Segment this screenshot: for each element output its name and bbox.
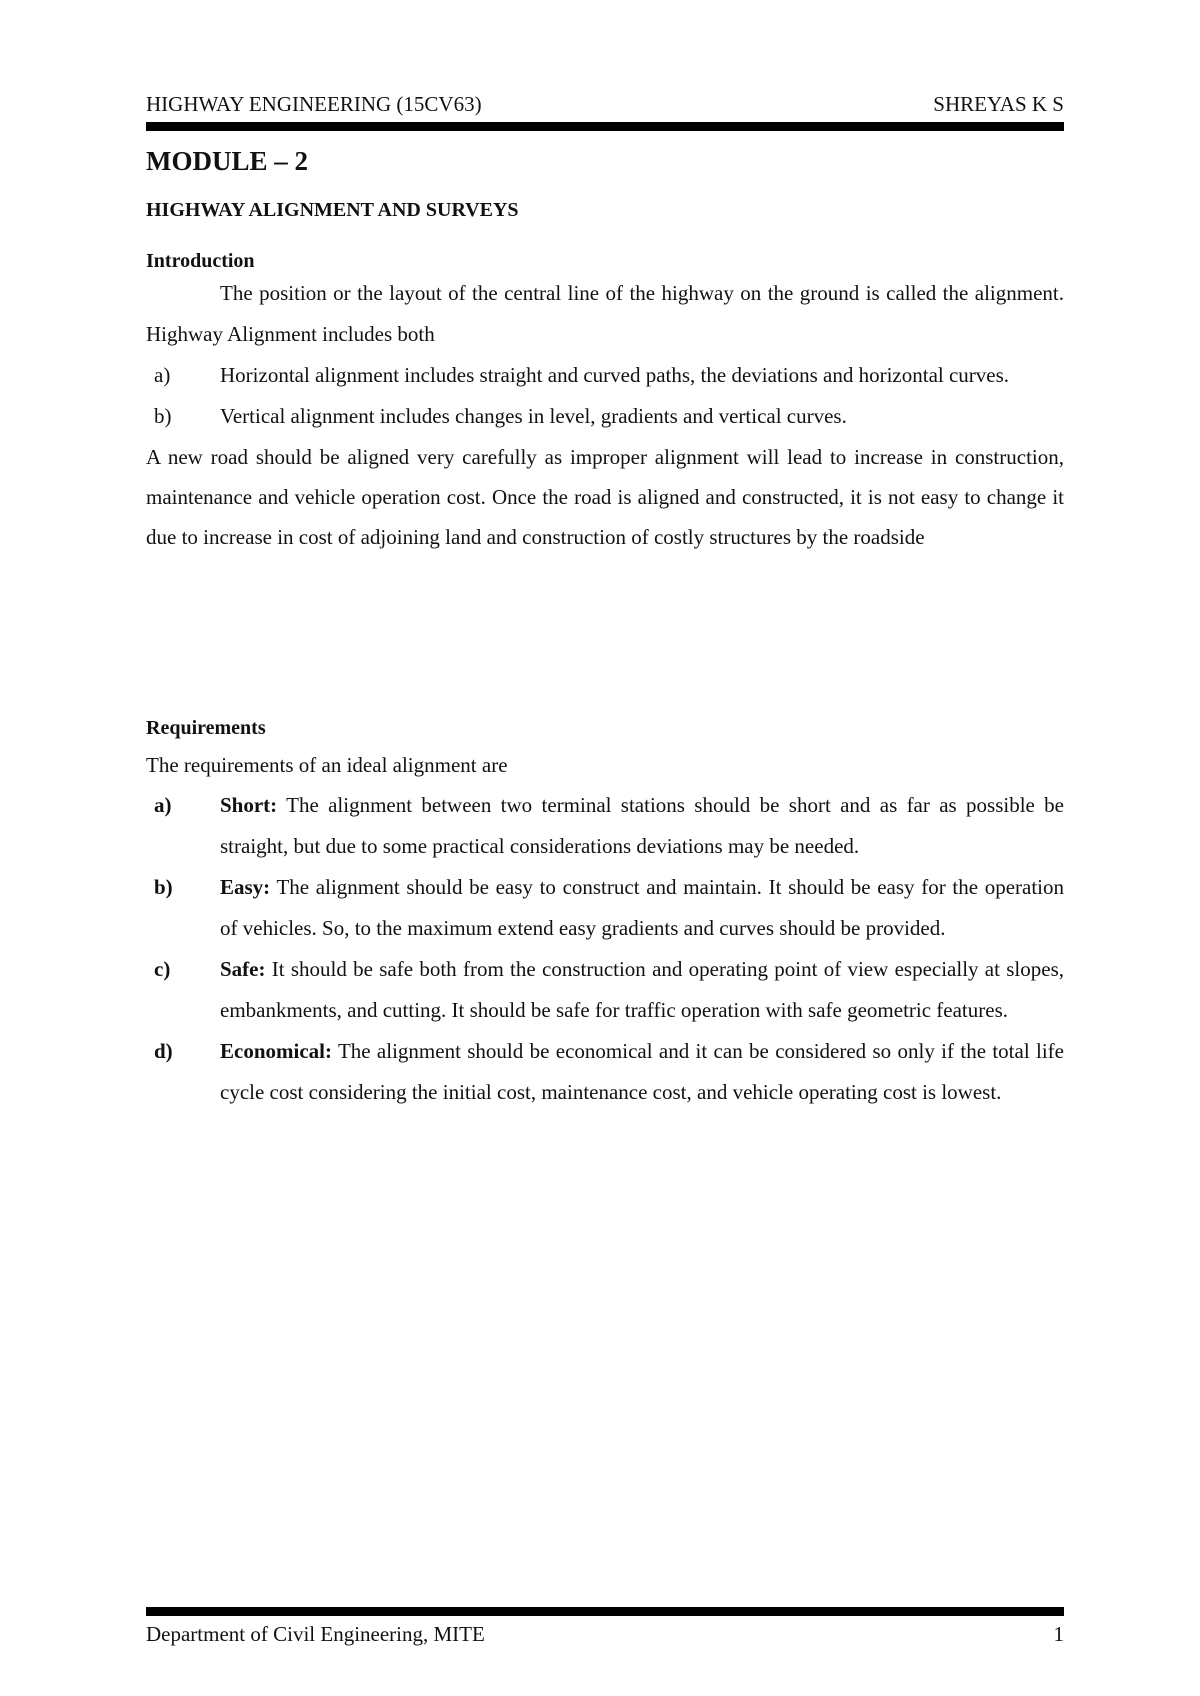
requirement-term: Short: [220, 793, 278, 817]
page-footer [146, 1622, 1064, 1647]
requirement-item-easy [146, 867, 1064, 949]
page-header [146, 92, 1064, 117]
list-item-text: Vertical alignment includes changes in level, gradients and vertical curves. [220, 404, 847, 428]
page-number: 1 [1053, 1622, 1064, 1646]
requirement-text-wrapper [220, 867, 1064, 949]
footer-department: Department of Civil Engineering, MITE [146, 1622, 485, 1646]
requirement-description: The alignment should be easy to construct and maintain. It should be easy for the operation of vehicles. So, to the maximum extend easy gradients and curves should be provided. [220, 875, 1064, 940]
list-marker: a) [154, 793, 172, 817]
requirements-heading: Requirements [146, 717, 266, 739]
requirement-item-short [146, 785, 1064, 867]
footer-rule [146, 1607, 1064, 1616]
header-rule [146, 122, 1064, 131]
list-item-text: Horizontal alignment includes straight and curved paths, the deviations and horizontal curves. [220, 363, 1010, 387]
list-marker: c) [154, 957, 171, 981]
introduction-paragraph: The position or the layout of the central line of the highway on the ground is called the alignment. Highway Alignment includes both [146, 281, 1064, 346]
list-marker: b) [154, 875, 173, 899]
requirement-term: Safe: [220, 957, 266, 981]
introduction-closing-paragraph: A new road should be aligned very carefully as improper alignment will lead to increase in construction, maintenance and vehicle operation cost. Once the road is aligned and constructed, it is not easy to change it due to increase in cost of adjoining land and construction of costly structures by the roadside [146, 445, 1064, 549]
requirement-term: Easy: [220, 875, 271, 899]
requirement-description: The alignment between two terminal stations should be short and as far as possible be straight, but due to some practical considerations deviations may be needed. [220, 793, 1064, 858]
requirement-text-wrapper [220, 949, 1064, 1031]
header-author: SHREYAS K S [933, 92, 1064, 116]
requirement-description: The alignment should be economical and it can be considered so only if the total life cycle cost considering the initial cost, maintenance cost, and vehicle operating cost is lowest. [220, 1039, 1064, 1104]
requirements-section [146, 713, 1064, 1113]
introduction-section [146, 246, 1064, 557]
requirement-item-safe [146, 949, 1064, 1031]
requirement-description: It should be safe both from the construction and operating point of view especially at slopes, embankments, and cutting. It should be safe for traffic operation with safe geometric features. [220, 957, 1064, 1022]
introduction-heading: Introduction [146, 250, 255, 272]
list-marker: d) [154, 1039, 173, 1063]
requirement-text-wrapper [220, 1031, 1064, 1113]
introduction-list-item [146, 396, 1064, 437]
list-marker: a) [154, 363, 171, 387]
module-subtitle: HIGHWAY ALIGNMENT AND SURVEYS [146, 199, 519, 221]
introduction-list-item [146, 355, 1064, 396]
module-title: MODULE – 2 [146, 146, 308, 176]
requirement-item-economical [146, 1031, 1064, 1113]
requirement-term: Economical: [220, 1039, 332, 1063]
header-course-title: HIGHWAY ENGINEERING (15CV63) [146, 92, 482, 116]
requirements-intro: The requirements of an ideal alignment are [146, 753, 508, 777]
requirement-text-wrapper [220, 785, 1064, 867]
list-marker: b) [154, 404, 172, 428]
